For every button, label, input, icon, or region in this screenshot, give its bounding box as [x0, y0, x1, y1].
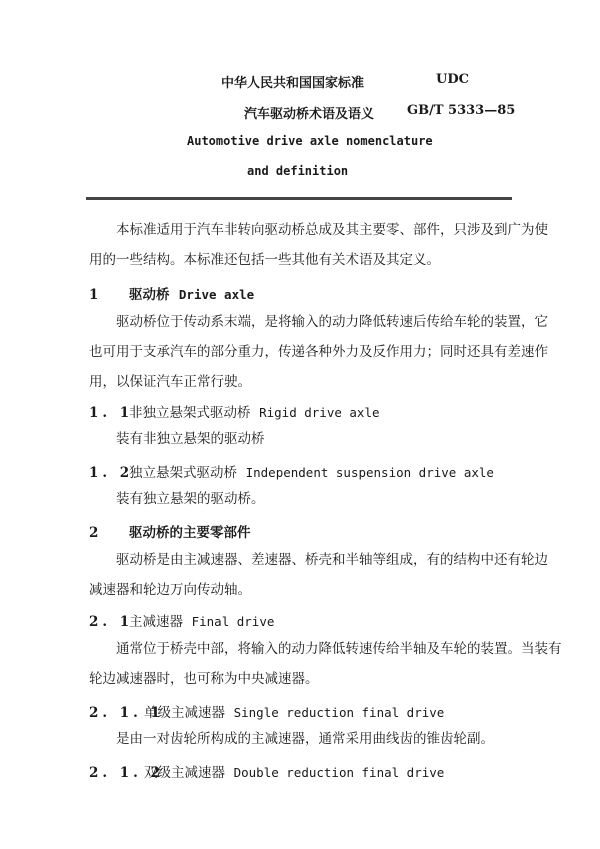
body-line: 用，以保证汽车正常行驶。	[89, 374, 251, 390]
section-2-1-heading	[89, 610, 274, 630]
section-1-heading	[89, 283, 254, 303]
section-1-2-heading	[89, 461, 494, 481]
section-2-body	[89, 545, 548, 605]
intro-paragraph	[89, 215, 548, 275]
heading-cn: 单级主减速器	[144, 705, 225, 721]
section-2-1-1-body	[89, 724, 517, 754]
section-number: 2	[89, 525, 103, 541]
title-en-line1: Automotive drive axle nomenclature	[187, 134, 433, 148]
heading-en: Final drive	[191, 614, 275, 629]
body-line: 驱动桥位于传动系末端，是将输入的动力降低转速后传给车轮的装置，它	[116, 314, 548, 330]
heading-en: Double reduction final drive	[233, 765, 445, 780]
section-2-1-body	[89, 634, 562, 694]
heading-en: Independent suspension drive axle	[245, 465, 494, 480]
body-line: 减速器和轮边万向传动轴。	[89, 582, 251, 598]
intro-line: 本标准适用于汽车非转向驱动桥总成及其主要零、部件，只涉及到广为使	[116, 222, 548, 238]
body-line: 驱动桥是由主减速器、差速器、桥壳和半轴等组成，有的结构中还有轮边	[116, 552, 548, 568]
heading-en: Drive axle	[178, 287, 255, 302]
section-number: 2. 1. 1	[89, 705, 164, 721]
heading-cn: 驱动桥	[129, 287, 170, 303]
heading-cn: 双级主减速器	[144, 765, 225, 781]
heading-cn: 独立悬架式驱动桥	[129, 465, 237, 481]
section-1-body	[89, 307, 548, 397]
heading-cn: 主减速器	[129, 614, 183, 630]
section-number: 1. 1	[89, 405, 134, 421]
standard-code: GB/T 5333—85	[407, 103, 516, 118]
body-line: 通常位于桥壳中部，将输入的动力降低转速传给半轴及车轮的装置。当装有	[116, 641, 562, 657]
section-1-1-heading	[89, 401, 380, 421]
body-line: 也可用于支承汽车的部分重力，传递各种外力及反作用力；同时还具有差速作	[89, 344, 548, 360]
body-line: 是由一对齿轮所构成的主减速器，通常采用曲线齿的锥齿轮副。	[116, 731, 494, 747]
section-1-2-body	[89, 484, 517, 514]
section-number: 2. 1	[89, 614, 134, 630]
section-2-heading	[89, 521, 251, 541]
heading-en: Single reduction final drive	[233, 705, 445, 720]
section-2-1-1-heading	[89, 701, 444, 721]
heading-cn: 非独立悬架式驱动桥	[129, 405, 251, 421]
standard-label: 中华人民共和国国家标准	[221, 76, 365, 91]
heading-cn: 驱动桥的主要零部件	[129, 525, 251, 541]
udc-label: UDC	[436, 72, 469, 87]
heading-en: Rigid drive axle	[259, 405, 380, 420]
body-line: 装有非独立悬架的驱动桥	[116, 431, 265, 447]
intro-line: 用的一些结构。本标准还包括一些其他有关术语及其定义。	[89, 252, 440, 268]
title-en-line2: and definition	[247, 164, 349, 178]
body-line: 轮边减速器时，也可称为中央减速器。	[89, 671, 319, 687]
header-divider	[86, 197, 512, 200]
title-cn: 汽车驱动桥术语及语义	[244, 107, 375, 122]
section-1-1-body	[89, 424, 517, 454]
body-line: 装有独立悬架的驱动桥。	[116, 491, 265, 507]
section-number: 2. 1. 2	[89, 765, 164, 781]
section-2-1-2-heading	[89, 761, 444, 781]
section-number: 1. 2	[89, 465, 134, 481]
section-number: 1	[89, 287, 103, 303]
